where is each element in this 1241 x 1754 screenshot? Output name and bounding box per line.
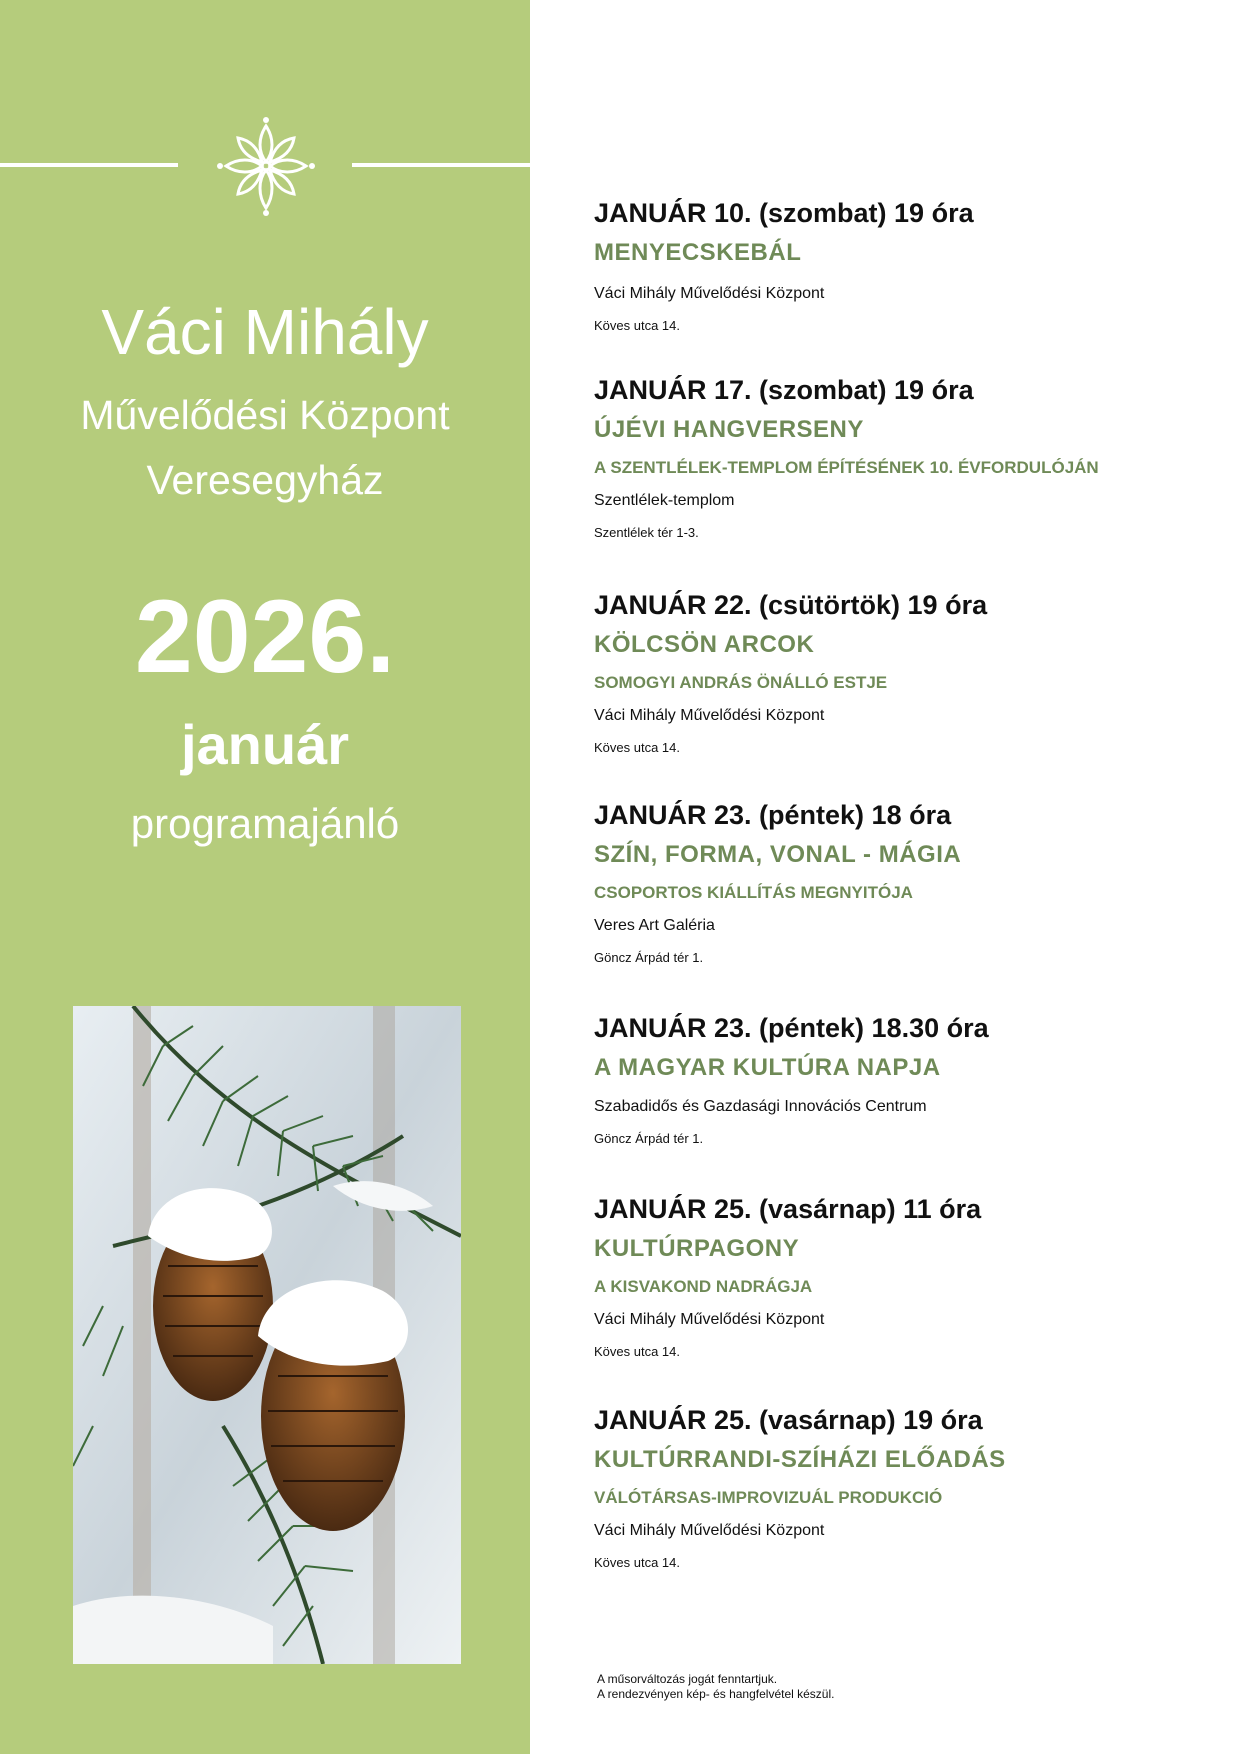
org-name: Váci Mihály xyxy=(101,296,429,368)
footer-line-1: A műsorváltozás jogát fenntartjuk. xyxy=(597,1672,778,1686)
event-item xyxy=(594,1405,1214,1570)
event-subtitle: VÁLÓTÁRSAS-IMPROVIZUÁL PRODUKCIÓ xyxy=(594,1488,943,1507)
event-venue: Veres Art Galéria xyxy=(594,917,715,934)
event-venue: Szentlélek-templom xyxy=(594,492,735,509)
town-name: Veresegyház xyxy=(146,457,384,503)
decorative-rule-right xyxy=(352,163,530,167)
event-item xyxy=(594,198,1214,333)
year-heading: 2026. xyxy=(134,579,396,695)
event-address: Göncz Árpád tér 1. xyxy=(594,1131,704,1146)
event-venue: Váci Mihály Művelődési Központ xyxy=(594,1311,825,1328)
footer-line-2: A rendezvényen kép- és hangfelvétel készül. xyxy=(597,1687,835,1701)
event-subtitle: A KISVAKOND NADRÁGJA xyxy=(594,1277,813,1296)
event-venue: Váci Mihály Művelődési Központ xyxy=(594,1522,825,1539)
event-address: Göncz Árpád tér 1. xyxy=(594,950,704,965)
event-date: JANUÁR 25. (vasárnap) 11 óra xyxy=(594,1194,982,1224)
event-subtitle: A SZENTLÉLEK-TEMPLOM ÉPÍTÉSÉNEK 10. ÉVFORDULÓJÁN xyxy=(594,458,1099,477)
event-address: Szentlélek tér 1-3. xyxy=(594,525,699,540)
event-date: JANUÁR 22. (csütörtök) 19 óra xyxy=(594,590,988,620)
event-date: JANUÁR 10. (szombat) 19 óra xyxy=(594,198,974,228)
event-title: A MAGYAR KULTÚRA NAPJA xyxy=(594,1054,941,1081)
event-venue: Váci Mihály Művelődési Központ xyxy=(594,285,825,302)
event-title: SZÍN, FORMA, VONAL - MÁGIA xyxy=(594,841,962,868)
org-subtitle: Művelődési Központ xyxy=(80,392,450,438)
event-title: ÚJÉVI HANGVERSENY xyxy=(594,416,864,443)
snowy-pine-cones-photo xyxy=(73,1006,461,1664)
program-subtitle: programajánló xyxy=(130,800,400,847)
event-item xyxy=(594,1194,1214,1359)
footer-note xyxy=(597,1672,834,1702)
event-title: KULTÚRPAGONY xyxy=(594,1235,800,1262)
event-title: MENYECSKEBÁL xyxy=(594,239,802,266)
sidebar-panel xyxy=(0,0,530,1754)
event-subtitle: SOMOGYI ANDRÁS ÖNÁLLÓ ESTJE xyxy=(594,673,888,692)
event-venue: Váci Mihály Művelődési Központ xyxy=(594,707,825,724)
event-date: JANUÁR 25. (vasárnap) 19 óra xyxy=(594,1405,983,1435)
event-item xyxy=(594,590,1214,755)
event-item xyxy=(594,375,1214,540)
event-venue: Szabadidős és Gazdasági Innovációs Centrum xyxy=(594,1098,927,1115)
event-date: JANUÁR 23. (péntek) 18.30 óra xyxy=(594,1013,989,1043)
event-address: Köves utca 14. xyxy=(594,1344,680,1359)
event-title: KULTÚRRANDI-SZÍHÁZI ELŐADÁS xyxy=(594,1446,1006,1473)
decorative-rule-left xyxy=(0,163,178,167)
event-subtitle: CSOPORTOS KIÁLLÍTÁS MEGNYITÓJA xyxy=(594,883,913,902)
event-address: Köves utca 14. xyxy=(594,1555,680,1570)
event-address: Köves utca 14. xyxy=(594,740,680,755)
event-title: KÖLCSÖN ARCOK xyxy=(594,631,815,658)
event-item xyxy=(594,800,1214,965)
event-address: Köves utca 14. xyxy=(594,318,680,333)
event-date: JANUÁR 23. (péntek) 18 óra xyxy=(594,800,952,830)
event-item xyxy=(594,1013,1214,1146)
event-date: JANUÁR 17. (szombat) 19 óra xyxy=(594,375,974,405)
month-heading: január xyxy=(180,713,350,776)
flower-ornament-icon xyxy=(216,116,316,216)
